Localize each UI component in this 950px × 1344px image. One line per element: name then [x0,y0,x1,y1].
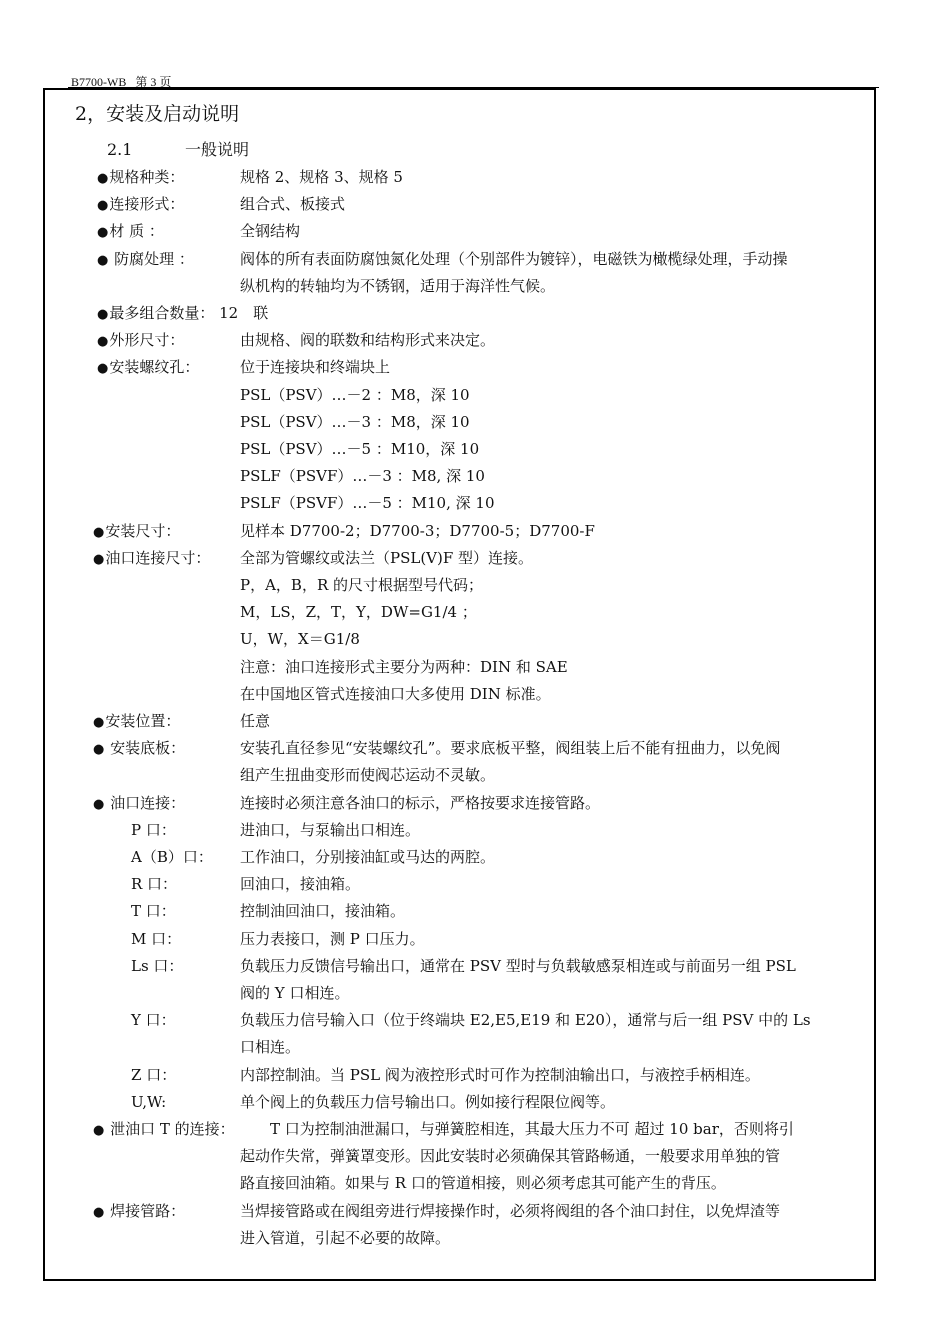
port-item-value-line: 内部控制油。当 PSL 阀为液控形式时可作为控制油输出口，与液控手柄相连。 [240,1065,760,1084]
port-item-value-line: 进油口，与泵输出口相连。 [240,820,421,839]
port-item-label [131,817,176,844]
spec-item-value-line: 由规格、阀的联数和结构形式来决定。 [240,331,496,350]
item-label-text: 泄油口 T 的连接： [105,1120,235,1138]
item-label-text: 防腐处理 ： [109,249,194,268]
port-item-value-line: 单个阀上的负载压力信号输出口。例如接行程限位阀等。 [240,1092,616,1111]
bullet-icon: ● [97,171,109,186]
port-item-value-line: 负载压力反馈信号输出口，通常在 PSV 型时与负载敏感泵相连或与前面另一组 PSL [240,956,796,975]
spec-item-value-line: 组产生扭曲变形而使阀芯运动不灵敏。 [240,766,496,785]
bullet-icon: ● [93,524,105,540]
spec-item-value-line: 任意 [240,712,271,730]
subsection-number: 2.1 [107,140,133,159]
item-label-text: P 口： [131,820,176,839]
subsection-title [107,137,249,160]
port-item-label [131,844,213,871]
item-label-text: 安装底板： [105,739,186,758]
item-label-text: M 口： [131,929,182,948]
item-label-text: 油口连接尺寸： [105,548,211,567]
spec-item-value-line: 当焊接管路或在阀组旁进行焊接操作时，必须将阀组的各个油口封住，以免焊渣等 [240,1201,781,1220]
port-item-value-line: 压力表接口，测 P 口压力。 [240,929,425,948]
spec-item-label [93,545,210,573]
spec-item-value-line: 在中国地区管式连接油口大多使用 DIN 标准。 [240,684,551,703]
port-item-value-line: 回油口，接油箱。 [240,875,361,894]
bullet-icon: ● [93,715,105,730]
bullet-icon: ● [97,198,109,214]
item-label-text: A（B）口： [131,848,213,866]
item-label-text: 规格种类： [109,168,185,186]
spec-item-value-line: 见样本 D7700-2；D7700-3；D7700-5；D7700-F [240,521,595,540]
port-item-label [131,898,176,925]
bullet-icon: ● [97,225,109,241]
spec-item-value-line: M，LS，Z，T，Y，DW=G1/4 ； [240,603,477,622]
item-label-text: 油口连接： [105,793,186,812]
spec-item-value-line: 全钢结构 [240,222,301,241]
item-label-text: 最多组合数量： [109,304,215,322]
port-item-label [131,953,183,980]
bullet-icon: ● [93,1204,105,1220]
doc-code: B7700-WB [71,75,127,89]
item-label-text: 安装位置： [105,712,181,730]
spec-item-label [97,300,268,328]
page-number: 第 3 页 [135,75,172,89]
port-item-label [131,1089,166,1116]
item-label-text: U,W: [131,1092,167,1111]
spec-item-label [93,1198,185,1226]
spec-item-value-line: T 口为控制油泄漏口，与弹簧腔相连，其最大压力不可 超过 10 bar，否则将引 [240,1120,794,1138]
spec-item-value-line: 安装孔直径参见“安装螺纹孔”。要求底板平整，阀组装上后不能有扭曲力，以免阀 [240,739,781,758]
spec-item-value-line: 位于连接块和终端块上 [240,358,391,377]
spec-item-value-line: P，A，B，R 的尺寸根据型号代码； [240,576,484,594]
spec-item-label [93,1116,235,1144]
spec-item-label [93,518,180,546]
item-inline-value: 12 联 [214,304,269,322]
spec-item-value-line: 全部为管螺纹或法兰（PSL(V)F 型）连接。 [240,548,534,567]
spec-item-label [97,327,184,355]
spec-item-value-line: PSL（PSV）…－3 ：M8，深 10 [240,412,470,431]
spec-item-label [97,191,184,219]
spec-item-label [97,164,184,192]
spec-item-label [93,790,185,818]
item-label-text: Z 口： [131,1065,177,1084]
bullet-icon: ● [93,796,105,812]
spec-item-label [93,708,180,736]
spec-item-value-line: 纵机构的转轴均为不锈钢，适用于海洋性气候。 [240,276,556,295]
bullet-icon: ● [97,334,109,350]
spec-item-value-line: PSLF（PSVF）…－3 ：M8, 深 10 [240,467,485,486]
bullet-icon: ● [97,252,109,268]
item-label-text: 连接形式： [109,195,185,214]
bullet-icon: ● [93,742,105,758]
spec-item-value-line: 组合式、板接式 [240,195,346,214]
spec-item-value-line: 路直接回油箱。如果与 R 口的管道相接，则必须考虑其可能产生的背压。 [240,1174,726,1193]
spec-item-value-line: PSLF（PSVF）…－5 ：M10, 深 10 [240,494,495,513]
bullet-icon: ● [97,361,109,377]
spec-item-value-line: 规格 2、规格 3、规格 5 [240,168,403,186]
port-item-value-line: 口相连。 [240,1038,301,1057]
item-label-text: 焊接管路： [105,1201,186,1220]
spec-item-value-line: 起动作失常，弹簧罩变形。因此安装时必须确保其管路畅通，一般要求用单独的管 [240,1147,781,1166]
item-label-text: Y 口： [131,1011,176,1030]
port-item-value-line: 工作油口，分别接油缸或马达的两腔。 [240,848,496,866]
item-label-text: 材 质 ： [109,222,164,241]
item-label-text: Ls 口： [131,956,184,975]
bullet-icon: ● [97,307,109,322]
spec-item-value-line: 阀体的所有表面防腐蚀氮化处理（个别部件为镀锌），电磁铁为橄榄绿处理，手动操 [240,249,788,268]
port-item-label [131,871,177,898]
spec-item-label [93,735,185,763]
port-item-label [131,926,181,953]
bullet-icon: ● [93,1123,105,1138]
spec-item-value-line: U，W，X＝G1/8 [240,630,360,649]
port-item-value-line: 阀的 Y 口相连。 [240,984,350,1002]
bullet-icon: ● [93,551,105,567]
item-label-text: T 口： [131,902,176,921]
spec-item-value-line: 连接时必须注意各油口的标示，严格按要求连接管路。 [240,793,601,812]
item-label-text: 外形尺寸： [109,331,185,350]
item-label-text: 安装螺纹孔： [109,358,200,377]
spec-item-label [97,354,199,382]
section-title: 2，安装及启动说明 [75,103,240,125]
spec-item-value-line: 进入管道，引起不必要的故障。 [240,1228,451,1247]
item-label-text: R 口： [131,875,178,894]
spec-item-value-line: PSL（PSV）…－2 ：M8，深 10 [240,385,470,404]
spec-item-label [97,218,164,246]
port-item-value-line: 负载压力信号输入口（位于终端块 E2,E5,E19 和 E20），通常与后一组 PSV 中的 Ls [240,1011,811,1030]
port-item-label [131,1007,176,1034]
subsection-heading: 一般说明 [185,140,250,159]
port-item-label [131,1062,176,1089]
port-item-value-line: 控制油回油口，接油箱。 [240,902,406,921]
spec-item-label [97,246,194,274]
spec-item-value-line: PSL（PSV）…－5 ：M10，深 10 [240,440,480,458]
item-label-text: 安装尺寸： [105,521,181,540]
spec-item-value-line: 注意：油口连接形式主要分为两种：DIN 和 SAE [240,657,568,676]
